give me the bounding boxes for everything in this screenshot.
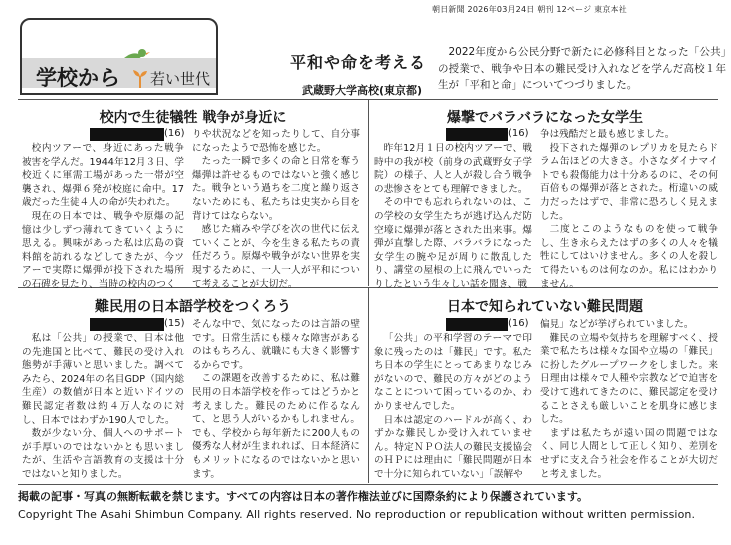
- article-column: [22, 142, 184, 290]
- article-text: 昨年12月１日の校内ツアーで、戦時中の我が校（前身の武蔵野女子学院）の様子、人と人が殺し合う戦争の悲惨さをとても理解できました。: [374, 143, 532, 195]
- copyright-notice-en: Copyright The Asahi Shimbun Company. All rights reserved. No reproduction or republication without written permission.: [18, 508, 696, 521]
- article-title: 爆撃でバラバラになった女学生: [447, 110, 643, 126]
- article-text: 私は「公共」の授業で、日本は他の先進国と比べて、難民の受け入れ態勢が手薄いと思いました。調べてみたら、2024年の名目GDP（国内総生産）の数値が日本と近いドイツの難民認定者数は約４万人なのに対し、日本ではわずか190人でした。: [22, 333, 184, 426]
- copyright-notice-jp: 掲載の記事・写真の無断転載を禁じます。すべての内容は日本の著作権法並びに国際条約により保護されています。: [18, 490, 589, 503]
- article-paragraph: 投下された爆弾のレプリカを見たらドラム缶ほどの大きさ。小さなダイナマイトでも殺傷能力は十分あるのに、その何百倍もの爆弾が落とされた。桁違いの威力だったはずで、非常に恐ろしく見えました。: [540, 142, 718, 222]
- article-column: [22, 332, 184, 482]
- author-age: (16): [508, 128, 529, 139]
- article-paragraph: 数が少ない分、個人へのサポートが手厚いのではないかとも思いましたが、生活や言語教育の支援は十分ではないと知りました。: [22, 428, 184, 480]
- series-badge: [20, 18, 218, 95]
- redacted-name: [446, 318, 508, 331]
- feature-title: 平和や命を考える: [290, 53, 427, 72]
- redacted-name: [90, 128, 164, 141]
- divider-vertical-top: [368, 100, 369, 286]
- sprout-icon: [132, 68, 148, 88]
- article-column: [540, 318, 718, 482]
- article-text: 「公共」の平和学習のテーマで印象に残ったのは「難民」です。私たち日本の学生にとってあまりなじみがないので、難民の方々がどのようなことについて困っているのか、わかりませんでした。: [374, 333, 532, 412]
- article-title: 校内で生徒犠牲 戦争が身近に: [99, 110, 287, 126]
- article-paragraph: その中でも忘れられないのは、この学校の女学生たちが逃げ込んだ防空壕に爆弾が落とされた出来事。爆弾が直撃した際、バラバラになった女学生の腕や足が周りに散乱したり、講堂の屋根の上に飛んでいったりしたという生々しい話を聞き、戦: [374, 197, 532, 290]
- article-paragraph: 難民の立場や気持ちを理解すべく、授業で私たちは様々な国や立場の「難民」に扮したグループワークをしました。来日理由は様々で人種や宗教などで迫害を受けて逃れてきたのに、難民認定を受けることさえも厳しいことを肌身に感じました。: [540, 332, 718, 426]
- article-title: 日本で知られていない難民問題: [447, 299, 643, 315]
- article-paragraph: 感じた痛みや学びを次の世代に伝えていくことが、今を生きる私たちの責任だろう。原爆や戦争がない世界を実現するために、一人一人が平和について考えることが大切だ。: [192, 224, 360, 290]
- article-column: [540, 128, 718, 290]
- article-text: りや状況などを知ったりして、自分事になったようで恐怖を感じた。: [192, 129, 360, 154]
- article-paragraph: 現在の日本では、戦争や原爆の記憶は少しずつ薄れてきていくように思える。興味があった私は広島の資料館を訪れるなどしてきたが、今ツアーで実際に爆弾が投下された場所の石碑を見たり、当時の校内のつく: [22, 210, 184, 290]
- copyright-footer: [18, 488, 718, 521]
- article-paragraph: 二度とこのようなものを使って戦争し、生き永らえたはずの多くの人々を犠牲にしてはいけません。多くの人を殺して得たいものは何なのか。私にはわかりません。: [540, 224, 718, 290]
- article-column: [374, 142, 532, 290]
- redacted-name: [446, 128, 508, 141]
- series-subtitle: 若い世代: [150, 70, 211, 88]
- article-text: 校内ツアーで、身近にあった戦争被害を学んだ。1944年12月３日、学校近くに軍需工場があった一帯が空襲され、爆弾６発が校庭に命中。17歳だった生徒４人の命が失われた。: [22, 143, 184, 209]
- author-age: (16): [508, 318, 529, 329]
- divider-bottom: [18, 484, 718, 485]
- article-column: [192, 128, 360, 290]
- article-title: 難民用の日本語学校をつくろう: [95, 299, 291, 315]
- series-title: 学校から: [36, 66, 120, 90]
- article-paragraph: 日本は認定のハードルが高く、わずかな難民しか受け入れていません。特定ＮＰＯ法人の難民支援協会のＨＰには理由に「難民問題が日本で十分に知られていない」「誤解や: [374, 414, 532, 480]
- article-text: 偏見」などが挙げられていました。: [540, 319, 694, 330]
- article-column: [192, 318, 360, 482]
- publication-meta: 朝日新聞 2026年03月24日 朝刊 12ページ 東京本社: [432, 5, 627, 14]
- article-paragraph: まずは私たちが遠い国の問題ではなく、同じ人間として正しく知り、差別をせずに支え合う社会を作ることが大切だと考えました。: [540, 427, 718, 480]
- article-text: そんな中で、気になったのは言語の壁です。日常生活にも様々な障害があるのはもちろん、就職にも大きく影響するからです。: [192, 319, 360, 371]
- article-text: 争は残酷だと最も感じました。: [540, 129, 675, 140]
- article-paragraph: この課題を改善するために、私は難民用の日本語学校を作ってはどうかと考えました。難民のために作るなんて、と思う人がいるかもしれません。でも、学校から毎年新たに200人もの優秀な人材が生まれれば、日本経済にもメリットになるのではないかと思います。: [192, 373, 360, 480]
- author-age: (15): [164, 318, 185, 329]
- article-paragraph: たった一瞬で多くの命と日常を奪う爆弾は許せるものではないと強く感じた。戦争という過ちを二度と繰り返さないためにも、私たちは史実から目を背けてはならない。: [192, 156, 360, 222]
- divider-vertical-bottom: [368, 288, 369, 483]
- lead-paragraph: 2022年度から公民分野で新たに必修科目となった「公共」の授業で、戦争や日本の難民受け入れなどを学んだ高校１年生が「平和と命」についてつづりました。: [438, 46, 726, 91]
- author-age: (16): [164, 128, 185, 139]
- school-name: 武蔵野大学高校(東京都): [302, 84, 423, 97]
- redacted-name: [90, 318, 164, 331]
- article-column: [374, 332, 532, 482]
